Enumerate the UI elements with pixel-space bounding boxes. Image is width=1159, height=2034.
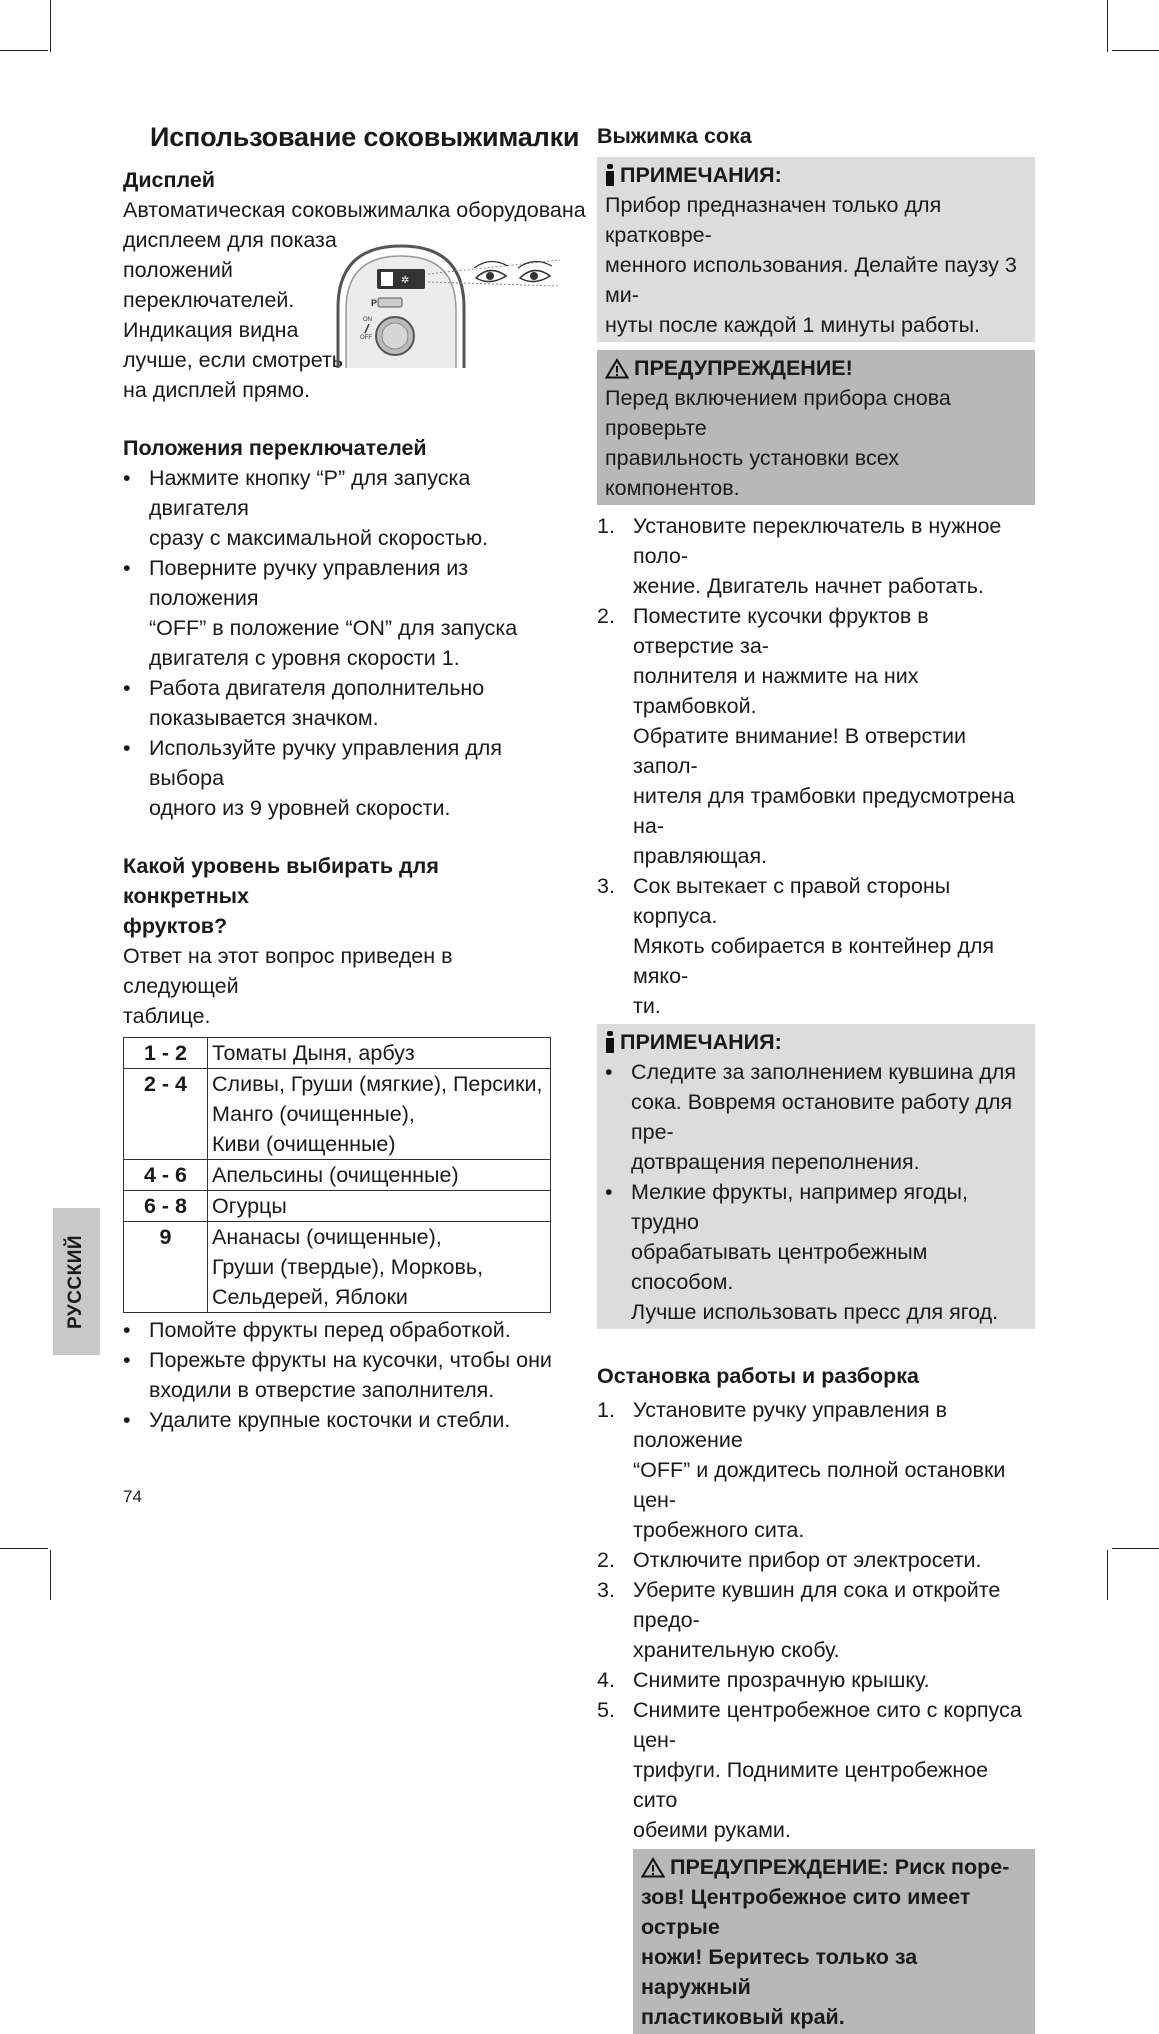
list-item bbox=[597, 1665, 1035, 1695]
section-heading-display: Дисплей bbox=[123, 168, 216, 192]
prep-list bbox=[123, 1315, 563, 1435]
switch-off-label: OFF bbox=[360, 335, 372, 341]
step-number: 1. bbox=[597, 1398, 615, 1422]
warning-icon bbox=[641, 1857, 665, 1878]
section-heading-juicing: Выжимка сока bbox=[597, 124, 752, 148]
text-line: Отключите прибор от электросети. bbox=[633, 1548, 982, 1572]
list-item bbox=[605, 1177, 1027, 1327]
table-row bbox=[124, 1222, 551, 1313]
table-row bbox=[124, 1038, 551, 1069]
crop-mark bbox=[0, 1548, 48, 1549]
text-line: ти. bbox=[633, 994, 661, 1018]
level-cell: 1 - 2 bbox=[124, 1038, 208, 1069]
fruit-cell bbox=[208, 1038, 551, 1069]
text-line: ПРЕДУПРЕЖДЕНИЕ: Риск поре- bbox=[670, 1855, 1010, 1879]
text-line: Манго (очищенные), bbox=[212, 1102, 415, 1126]
text-line: Индикация видна bbox=[123, 318, 299, 342]
text-line: Сок вытекает с правой стороны корпуса. bbox=[633, 874, 951, 928]
text-line: Сливы, Груши (мягкие), Персики, bbox=[212, 1072, 543, 1096]
text-line: переключателей. bbox=[123, 288, 295, 312]
text-line: • Используйте ручку управления для выбора bbox=[149, 736, 502, 790]
text-line: Огурцы bbox=[212, 1194, 287, 1218]
text-line: Ответ на этот вопрос приведен в следующей bbox=[123, 944, 453, 998]
text-line: Перед включением прибора снова проверьте bbox=[605, 386, 951, 440]
stop-steps bbox=[597, 1395, 1035, 1845]
warning-title-text: ПРЕДУПРЕЖДЕНИЕ! bbox=[634, 356, 853, 380]
info-icon bbox=[605, 164, 615, 186]
fruit-cell bbox=[208, 1069, 551, 1160]
text-line: “OFF” в положение “ON” для запуска bbox=[149, 616, 518, 640]
text-line: тробежного сита. bbox=[633, 1518, 805, 1542]
step-number: 2. bbox=[597, 604, 615, 628]
text-line: Лучше использовать пресс для ягод. bbox=[631, 1300, 999, 1324]
page-title: Использование соковыжималки bbox=[150, 122, 580, 152]
list-item bbox=[597, 871, 1035, 1021]
level-cell: 2 - 4 bbox=[124, 1069, 208, 1160]
text-line: полнителя и нажмите на них трамбовкой. bbox=[633, 664, 919, 718]
text-line: хранительную скобу. bbox=[633, 1638, 840, 1662]
text-line: на дисплей прямо. bbox=[123, 378, 310, 402]
list-item bbox=[597, 1695, 1035, 1845]
text-line: показывается значком. bbox=[149, 706, 379, 730]
crop-mark bbox=[1112, 1548, 1159, 1549]
crop-mark bbox=[50, 0, 51, 52]
level-cell: 4 - 6 bbox=[124, 1160, 208, 1191]
text-line: Киви (очищенные) bbox=[212, 1132, 396, 1156]
list-item bbox=[123, 463, 563, 553]
text-line: Установите ручку управления в положение bbox=[633, 1398, 948, 1452]
list-item bbox=[597, 1395, 1035, 1545]
text-line: • Поверните ручку управления из положения bbox=[149, 556, 469, 610]
text-line: сразу с максимальной скоростью. bbox=[149, 526, 489, 550]
language-tab bbox=[53, 1208, 100, 1355]
display-window bbox=[381, 272, 393, 286]
list-item bbox=[605, 1057, 1027, 1177]
note-box bbox=[597, 157, 1035, 342]
text-line: Мякоть собирается в контейнер для мяко- bbox=[633, 934, 995, 988]
eyes-icon bbox=[474, 261, 552, 281]
crop-mark bbox=[1107, 0, 1108, 52]
text-line: одного из 9 уровней скорости. bbox=[149, 796, 451, 820]
text-line: • Мелкие фрукты, например ягоды, трудно bbox=[631, 1180, 968, 1234]
text-line: Снимите прозрачную крышку. bbox=[633, 1668, 930, 1692]
text-line: зов! Центробежное сито имеет острые bbox=[641, 1885, 971, 1939]
table-row bbox=[124, 1160, 551, 1191]
list-item bbox=[123, 733, 563, 823]
text-line: дотвращения переполнения. bbox=[631, 1150, 920, 1174]
crop-mark bbox=[50, 1550, 51, 1600]
text-line: правильность установки всех компонентов. bbox=[605, 446, 899, 500]
speed-level-table bbox=[123, 1037, 551, 1313]
level-cell: 9 bbox=[124, 1222, 208, 1313]
text-line: трифуги. Поднимите центробежное сито bbox=[633, 1758, 989, 1812]
heading-line: фруктов? bbox=[123, 914, 228, 938]
text-line: лучше, если смотреть bbox=[123, 348, 343, 372]
text-line: Уберите кувшин для сока и откройте предо- bbox=[633, 1578, 1001, 1632]
text-line: входили в отверстие заполнителя. bbox=[149, 1378, 495, 1402]
warning-box bbox=[633, 1849, 1035, 2034]
text-line: • Следите за заполнением кувшина для bbox=[631, 1060, 1016, 1084]
list-item bbox=[123, 673, 563, 733]
table-row bbox=[124, 1069, 551, 1160]
section-heading-which-level bbox=[123, 851, 563, 941]
list-item bbox=[123, 1315, 563, 1345]
crop-mark bbox=[1107, 1550, 1108, 1600]
heading-line: Какой уровень выбирать для конкретных bbox=[123, 854, 439, 908]
text-line: нителя для трамбовки предусмотрена на- bbox=[633, 784, 1015, 838]
crop-mark bbox=[1112, 50, 1159, 51]
text-line: Томаты Дыня, арбуз bbox=[212, 1041, 415, 1065]
section-heading-switch-positions: Положения переключателей bbox=[123, 436, 427, 460]
fruit-cell bbox=[208, 1191, 551, 1222]
text-line: правляющая. bbox=[633, 844, 768, 868]
text-line: Обратите внимание! В отверстии запол- bbox=[633, 724, 967, 778]
note-box bbox=[597, 1024, 1035, 1329]
list-item bbox=[123, 1345, 563, 1405]
warning-title bbox=[605, 353, 1027, 383]
fruit-cell bbox=[208, 1160, 551, 1191]
list-item bbox=[597, 1545, 1035, 1575]
text-line: Установите переключатель в нужное поло- bbox=[633, 514, 1002, 568]
fruit-cell bbox=[208, 1222, 551, 1313]
text-line: Прибор предназначен только для кратковре- bbox=[605, 193, 942, 247]
text-line: Ананасы (очищенные), bbox=[212, 1225, 442, 1249]
juicing-steps bbox=[597, 511, 1035, 1021]
right-column bbox=[597, 121, 1035, 2034]
list-item bbox=[597, 601, 1035, 871]
info-icon bbox=[605, 1031, 615, 1053]
text-line: обеими руками. bbox=[633, 1818, 791, 1842]
text-line: Сельдерей, Яблоки bbox=[212, 1285, 408, 1309]
list-item bbox=[123, 1405, 563, 1435]
text-line: • Работа двигателя дополнительно bbox=[149, 676, 485, 700]
note-title-text: ПРИМЕЧАНИЯ: bbox=[620, 163, 782, 187]
juicer-control-panel bbox=[338, 246, 464, 368]
list-item bbox=[597, 1575, 1035, 1665]
crop-mark bbox=[0, 50, 48, 51]
step-number: 3. bbox=[597, 874, 615, 898]
display-text-line: Автоматическая соковыжималка оборудована bbox=[123, 198, 586, 222]
text-line: менного использования. Делайте паузу 3 ми- bbox=[605, 253, 1017, 307]
text-line: Груши (твердые), Морковь, bbox=[212, 1255, 484, 1279]
text-line: нуты после каждой 1 минуты работы. bbox=[605, 313, 981, 337]
p-button-label: P bbox=[371, 298, 378, 308]
step-number: 1. bbox=[597, 514, 615, 538]
step-number: 4. bbox=[597, 1668, 615, 1692]
text-line: положений bbox=[123, 258, 233, 282]
juicer-display-illustration bbox=[328, 238, 563, 378]
text-line: Поместите кусочки фруктов в отверстие за- bbox=[633, 604, 929, 658]
text-line: жение. Двигатель начнет работать. bbox=[633, 574, 984, 598]
text-line: • Помойте фрукты перед обработкой. bbox=[149, 1318, 511, 1342]
fan-icon: ✲ bbox=[401, 275, 410, 286]
text-line: таблице. bbox=[123, 1004, 211, 1028]
text-line: обрабатывать центробежным способом. bbox=[631, 1240, 928, 1294]
note-title bbox=[605, 1027, 1027, 1057]
text-line: сока. Вовремя остановите работу для пре- bbox=[631, 1090, 1013, 1144]
text-line: дисплеем для показа bbox=[123, 228, 337, 252]
warning-title bbox=[641, 1852, 1027, 1882]
warning-icon bbox=[605, 358, 629, 379]
note-title-text: ПРИМЕЧАНИЯ: bbox=[620, 1030, 782, 1054]
text-line: • Порежьте фрукты на кусочки, чтобы они bbox=[149, 1348, 552, 1372]
step-number: 5. bbox=[597, 1698, 615, 1722]
section-heading-stop: Остановка работы и разборка bbox=[597, 1364, 919, 1388]
list-item bbox=[123, 553, 563, 673]
step-number: 3. bbox=[597, 1578, 615, 1602]
page-number: 74 bbox=[123, 1487, 142, 1506]
display-wrapped-text bbox=[123, 225, 343, 405]
text-line: • Нажмите кнопку “P” для запуска двигателя bbox=[149, 466, 471, 520]
text-line: Снимите центробежное сито с корпуса цен- bbox=[633, 1698, 1022, 1752]
text-line: ножи! Беритесь только за наружный bbox=[641, 1945, 918, 1999]
text-line: • Удалите крупные косточки и стебли. bbox=[149, 1408, 511, 1432]
switch-on-label: ON bbox=[363, 317, 372, 323]
text-line: пластиковый край. bbox=[641, 2005, 845, 2029]
table-row bbox=[124, 1191, 551, 1222]
note-title bbox=[605, 160, 1027, 190]
language-tab-label: РУССКИЙ bbox=[65, 1234, 87, 1329]
text-line: “OFF” и дождитесь полной остановки цен- bbox=[633, 1458, 1006, 1512]
list-item bbox=[597, 511, 1035, 601]
p-button bbox=[378, 298, 402, 307]
text-line: Апельсины (очищенные) bbox=[212, 1163, 459, 1187]
text-line: двигателя с уровня скорости 1. bbox=[149, 646, 460, 670]
level-cell: 6 - 8 bbox=[124, 1191, 208, 1222]
step-number: 2. bbox=[597, 1548, 615, 1572]
warning-box bbox=[597, 350, 1035, 505]
